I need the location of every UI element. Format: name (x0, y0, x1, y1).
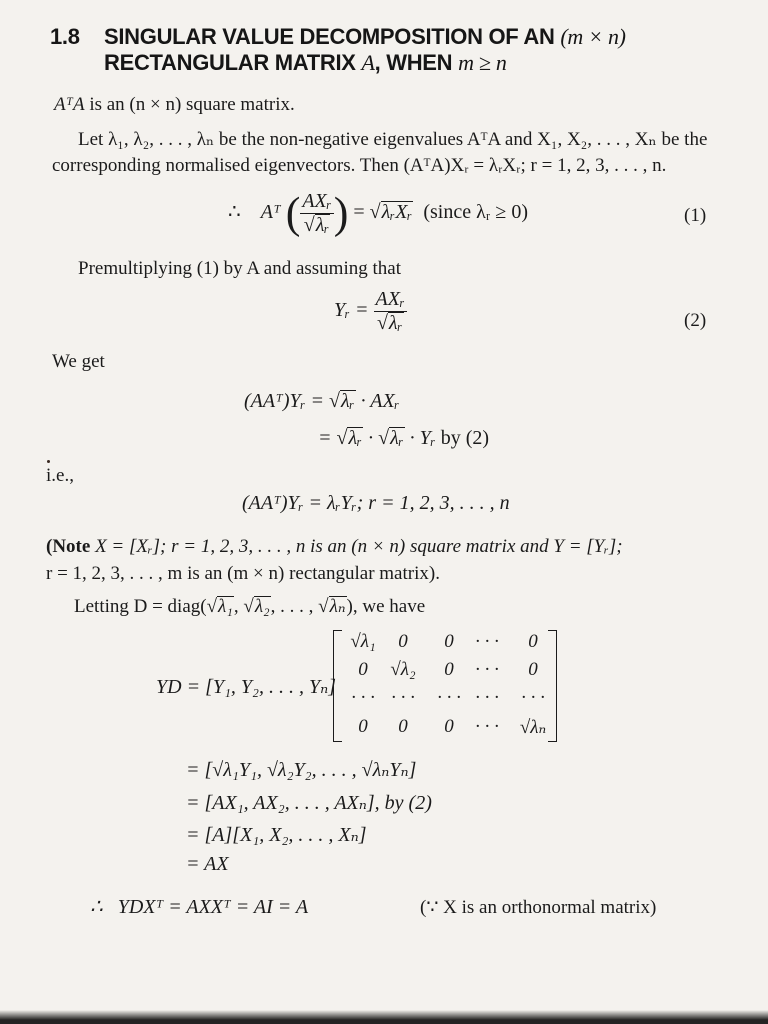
letting-pre: Letting D = diag( (74, 596, 207, 617)
note-bold: (Note (46, 536, 91, 557)
matrix-cell: 0 (358, 659, 368, 680)
eq2-denominator: √λᵣ (376, 312, 403, 334)
equation-3-line1: (AAᵀ)Yᵣ = √λᵣ · AXᵣ (244, 390, 400, 412)
matrix-cell: 0 (398, 716, 408, 737)
matrix-cell: 0 (528, 659, 538, 680)
final-reason: (∵ X is an orthonormal matrix) (420, 897, 657, 918)
para-eigen-line1: Let λ₁, λ₂, . . . , λₙ be the non-negative eigenvalues AᵀA and X₁, X₂, . . . , Xₙ be the (78, 129, 708, 150)
eq1-therefore: ∴ (228, 201, 241, 224)
final-therefore: ∴ (90, 896, 103, 918)
title-line1-math: (m × n) (560, 24, 626, 49)
matrix-cell: 0 (444, 659, 454, 680)
matrix-cell: · · · (475, 687, 499, 708)
matrix-cell: √λ₁ (350, 631, 376, 652)
matrix-cell: · · · (351, 687, 375, 708)
para-ata-square (54, 94, 295, 116)
matrix-cell: 0 (358, 716, 368, 737)
section-title-line2 (104, 50, 507, 76)
eq3-line2-rest: · Yᵣ (409, 427, 436, 449)
equation-4: (AAᵀ)Yᵣ = λᵣYᵣ; r = 1, 2, 3, . . . , n (242, 492, 510, 514)
eq3-line2-sqrt1: λᵣ (348, 427, 363, 449)
eq1-number: (1) (684, 205, 707, 226)
letting-sn: λₙ (329, 596, 346, 617)
eq2-lhs: Yᵣ = (334, 299, 369, 322)
ie-label: i.e., (46, 465, 74, 486)
eq1-denominator-radicand: λᵣ (315, 214, 330, 236)
eq3-line2-eq: = (318, 427, 332, 449)
matrix-cell: · · · (475, 659, 499, 680)
eq1-fraction (300, 190, 333, 237)
matrix-cell: 0 (398, 631, 408, 652)
eq3-line2-dot: · (368, 427, 374, 449)
eq1-rhs-radicand: λᵣXᵣ (381, 201, 413, 224)
matrix-cell: · · · (437, 687, 461, 708)
eq1-numerator: AXᵣ (302, 190, 332, 212)
title-line2-text: RECTANGULAR MATRIX (104, 50, 356, 75)
step-3: = [A][X₁, X₂, . . . , Xₙ] (186, 824, 367, 846)
para1-math: AᵀA (54, 94, 85, 115)
note-line2: r = 1, 2, 3, . . . , m is an (m × n) rectangular matrix). (46, 563, 440, 584)
eq1-denominator: √λᵣ (303, 214, 330, 236)
we-get: We get (52, 351, 105, 372)
matrix-cell: · · · (475, 631, 499, 652)
matrix-cell: 0 (528, 631, 538, 652)
matrix-cell: 0 (444, 716, 454, 737)
eq2-denominator-radicand: λᵣ (388, 312, 403, 334)
step-1: = [√λ₁Y₁, √λ₂Y₂, . . . , √λₙYₙ] (186, 759, 417, 781)
note-line1-text: X = [Xᵣ]; r = 1, 2, 3, . . . , n is an (n × n) square matrix and Y = [Yᵣ]; (95, 536, 623, 557)
ink-mark (47, 460, 50, 463)
matrix-cell: 0 (444, 631, 454, 652)
step-4: = AX (186, 853, 229, 875)
equation-2 (334, 288, 407, 335)
para-eigen-line2: corresponding normalised eigenvectors. Then (AᵀA)Xᵣ = λᵣXᵣ; r = 1, 2, 3, . . . , n. (52, 155, 667, 176)
matrix-cell: √λ₂ (390, 659, 416, 680)
equation-3-line2: = √λᵣ · √λᵣ · Yᵣ by (2) (318, 427, 490, 449)
matrix-cell: · · · (521, 687, 545, 708)
eq3-line2-by: by (2) (440, 427, 490, 449)
yd-lhs: YD = [Y₁, Y₂, . . . , Yₙ] (156, 676, 337, 698)
eq3-line1-sqrt: λᵣ (341, 390, 355, 412)
equation-1 (228, 190, 528, 237)
matrix-cell: · · · (475, 716, 499, 737)
eq1-rhs: √λᵣXᵣ (369, 201, 413, 224)
eq1-left-paren: ( (285, 188, 301, 238)
eq3-line2-sqrt2: λᵣ (390, 427, 404, 449)
eq2-number: (2) (684, 310, 707, 331)
page-bottom-shadow (0, 1010, 768, 1024)
letting-line: Letting D = diag(√λ₁, √λ₂, . . . , √λₙ), we have (74, 596, 426, 617)
eq1-right-paren: ) (333, 188, 349, 238)
letting-s2: λ₂ (254, 596, 270, 617)
title-line2-A: A (361, 50, 375, 75)
note-line1 (46, 536, 623, 558)
section-title-line1 (104, 24, 626, 50)
matrix-cell: · · · (391, 687, 415, 708)
section-number: 1.8 (50, 24, 80, 49)
eq2-numerator: AXᵣ (375, 288, 405, 310)
title-line1-text: SINGULAR VALUE DECOMPOSITION OF AN (104, 24, 555, 49)
title-line2-when: , WHEN (374, 50, 453, 75)
eq1-lhs: Aᵀ (260, 201, 281, 224)
letting-post: ), we have (346, 596, 426, 617)
eq3-line1-rest: · AXᵣ (360, 390, 400, 412)
eq3-line1-lhs: (AAᵀ)Yᵣ = (244, 390, 325, 412)
eq1-equals: = (353, 201, 365, 224)
para-premultiplying: Premultiplying (1) by A and assuming that (78, 258, 401, 279)
eq1-since: (since λᵣ ≥ 0) (423, 201, 529, 224)
final-line (90, 894, 308, 919)
title-line2-math: m ≥ n (458, 50, 507, 75)
eq2-fraction (374, 288, 407, 335)
letting-comma: , (233, 596, 244, 617)
matrix-cell: √λₙ (519, 717, 547, 738)
final-equation: YDXᵀ = AXXᵀ = AI = A (117, 896, 309, 918)
para1-text: is an (n × n) square matrix. (84, 94, 295, 115)
letting-s1: λ₁ (218, 596, 233, 617)
step-2: = [AX₁, AX₂, . . . , AXₙ], by (2) (186, 792, 432, 814)
letting-mid: , . . . , (270, 596, 319, 617)
